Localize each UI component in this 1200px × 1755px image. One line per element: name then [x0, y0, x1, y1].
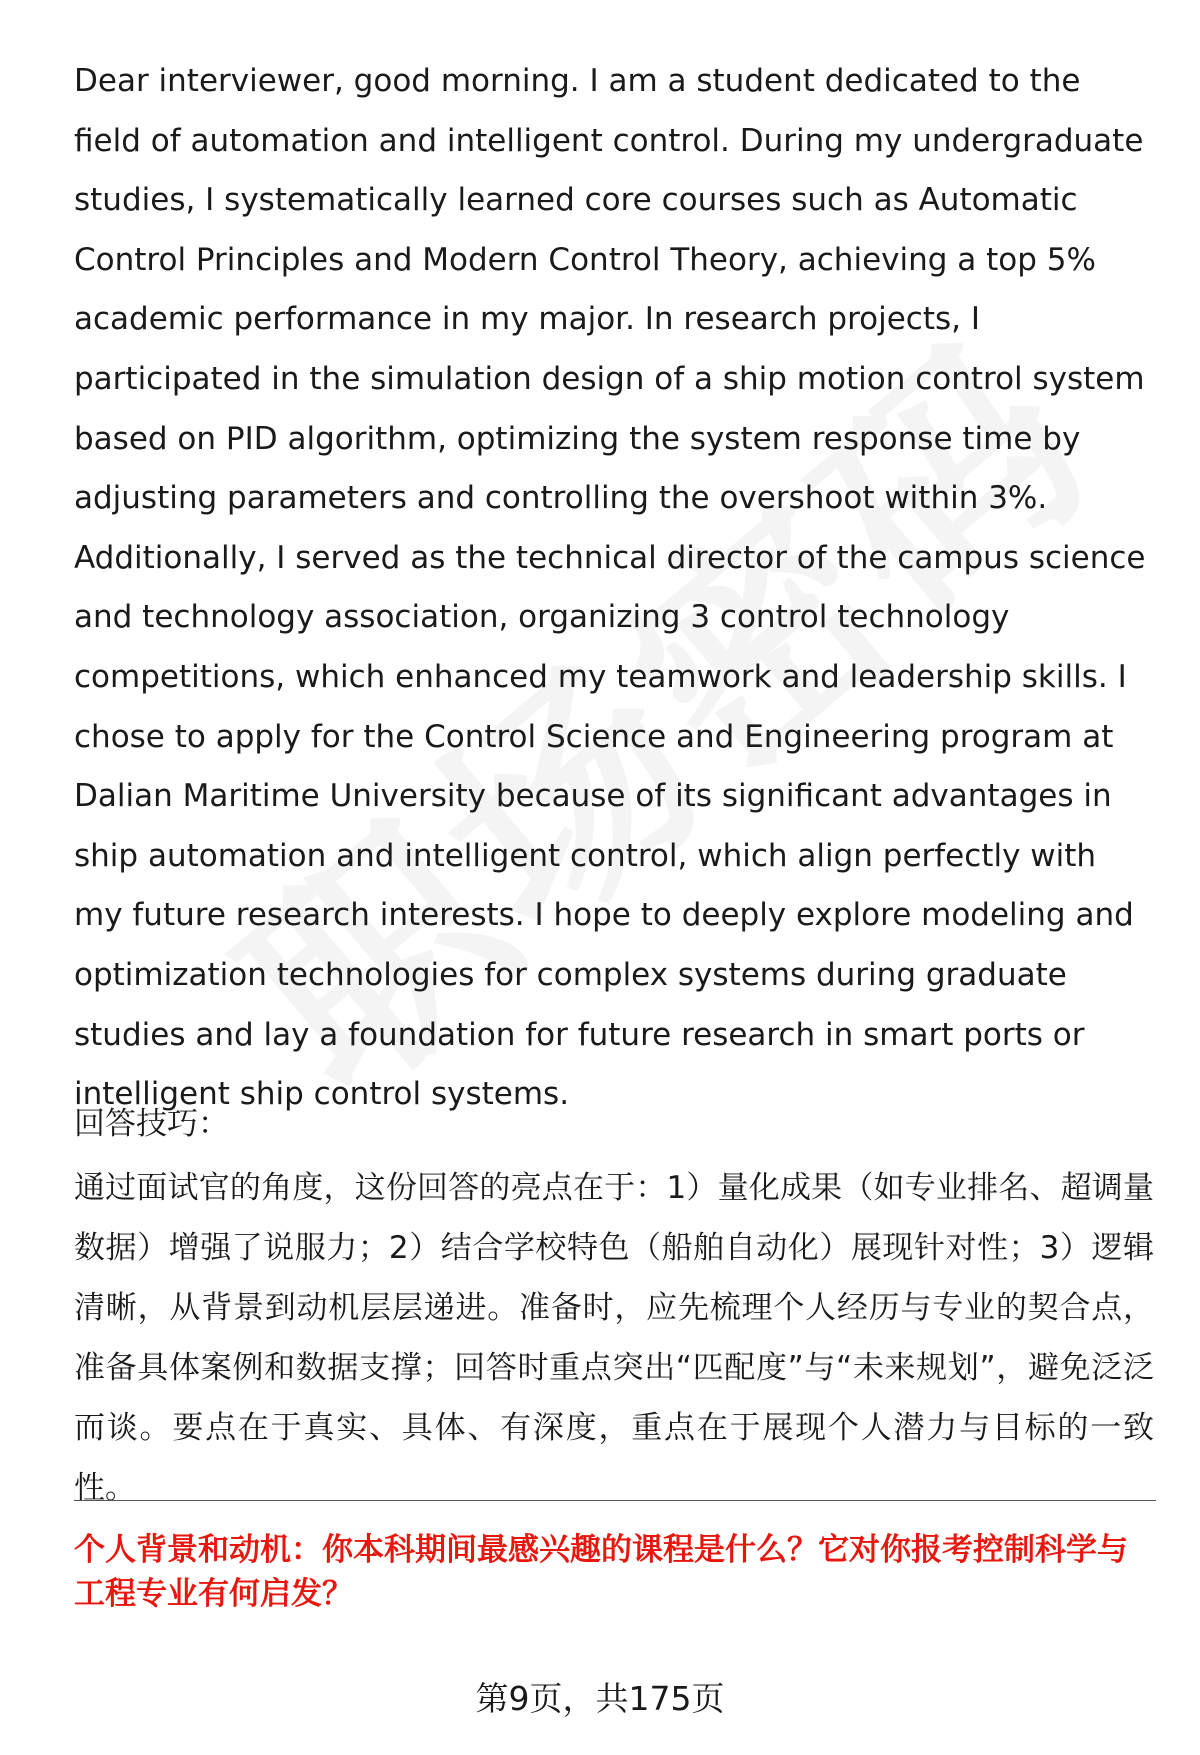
- tips-heading: 回答技巧：: [74, 1106, 229, 1142]
- page-number: 第9页，共175页: [475, 1679, 725, 1718]
- tips-paragraph: 通过面试官的角度，这份回答的亮点在于：1）量化成果（如专业排名、超调量数据）增强了说服力；2）结合学校特色（船舶自动化）展现针对性；3）逻辑清晰，从背景到动机层层递进。准备时，应先梳理个人经历与专业的契合点，准备具体案例和数据支撑；回答时重点突出“匹配度”与“未来规划”，避免泛泛而谈。要点在于真实、具体、有深度，重点在于展现个人潜力与目标的一致性。: [74, 1170, 1154, 1506]
- sample-answer-paragraph: Dear interviewer, good morning. I am a student dedicated to the field of automation and intelligent control. During my undergraduate studies, I systematically learned core courses such as Automatic Control Principles and Modern Control Theory, achieving a top 5% academic performance in my major. In research projects, I participated in the simulation design of a ship motion control system based on PID algorithm, optimizing the system response time by adjusting parameters and controlling the overshoot within 3%. Additionally, I served as the technical director of the campus science and technology association, organizing 3 control technology competitions, which enhanced my teamwork and leadership skills. I chose to apply for the Control Science and Engineering program at Dalian Maritime University because of its significant advantages in ship automation and intelligent control, which align perfectly with my future research interests. I hope to deeply explore modeling and optimization technologies for complex systems during graduate studies and lay a foundation for future research in smart ports or intelligent ship control systems.: [74, 63, 1146, 1113]
- next-question-heading: 个人背景和动机：你本科期间最感兴趣的课程是什么？它对你报考控制科学与工程专业有何启发？: [74, 1532, 1128, 1612]
- section-divider: [74, 1500, 1156, 1501]
